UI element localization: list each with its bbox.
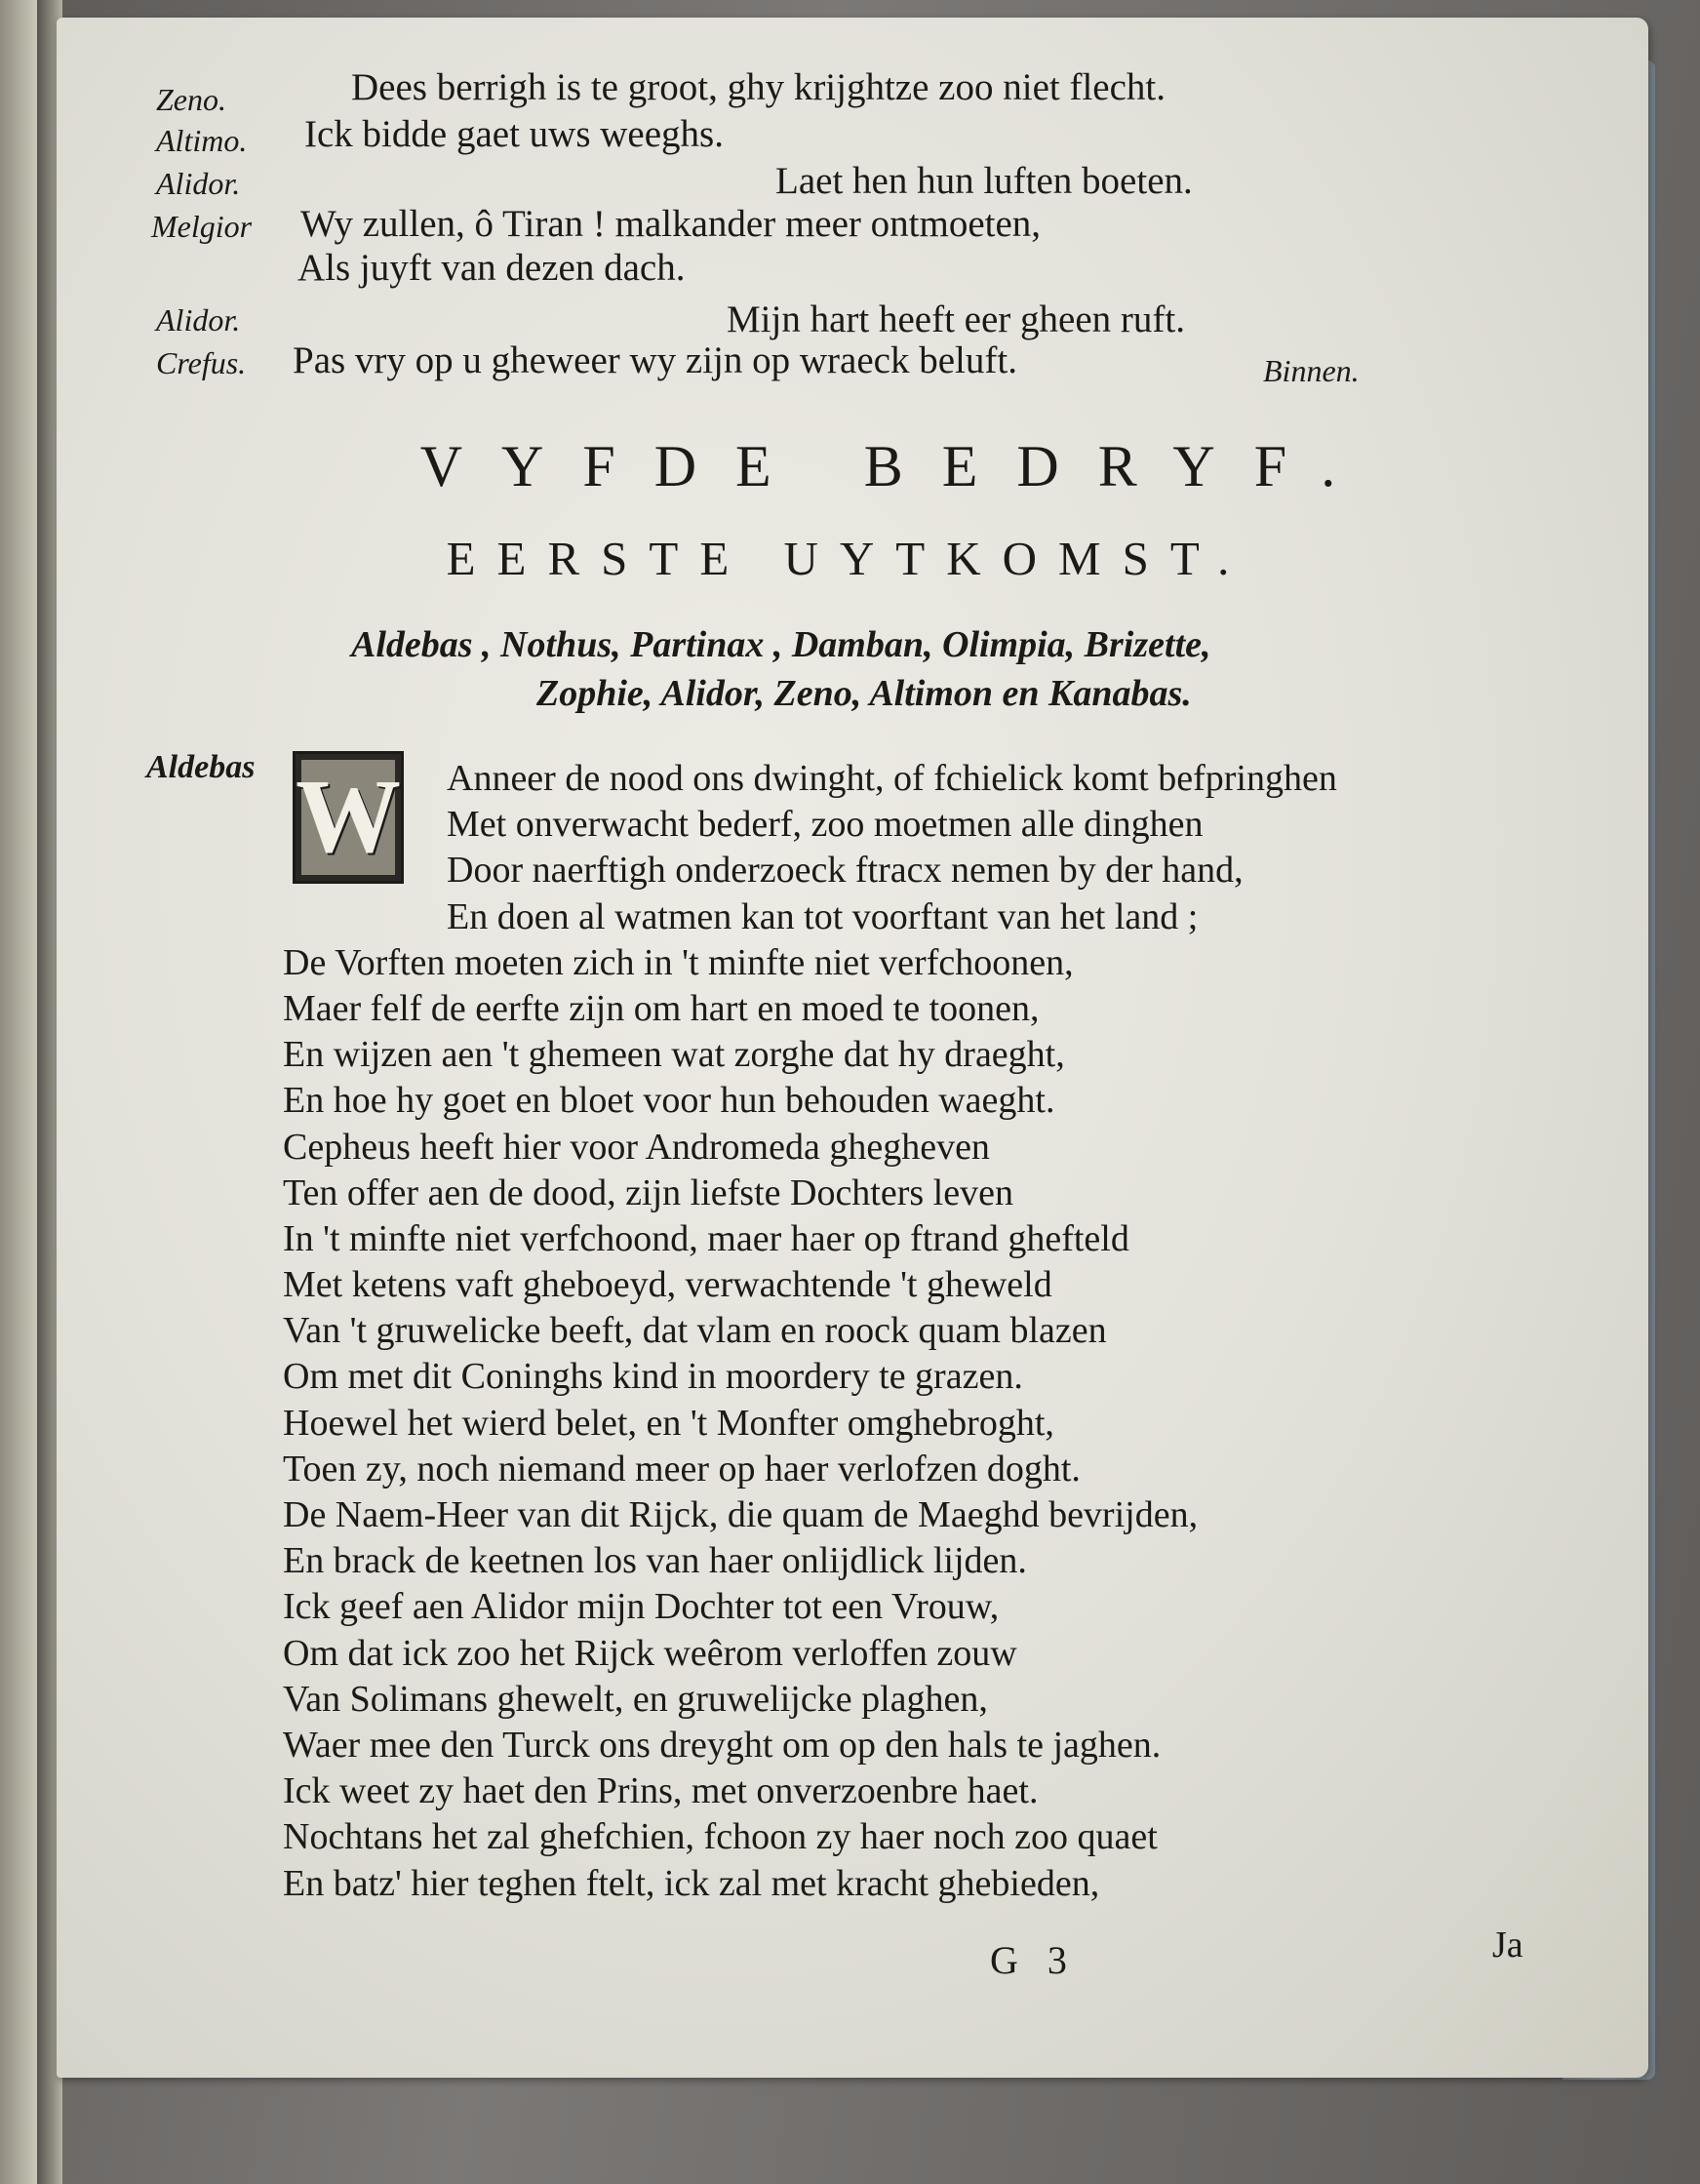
- cast-list-line: Aldebas , Nothus, Partinax , Damban, Olimpia, Brizette,: [351, 624, 1211, 665]
- act-title: VYFDE BEDRYF.: [419, 434, 1375, 498]
- cast-list-line: Zophie, Alidor, Zeno, Altimon en Kanabas.: [536, 673, 1192, 714]
- verse-line: De Vorften moeten zich in 't minfte niet verfchoonen,: [283, 941, 1074, 983]
- dialogue-line: Pas vry op u gheweer wy zijn op wraeck beluft.: [293, 339, 1017, 381]
- verse-line: Ick weet zy haet den Prins, met onverzoenbre haet.: [283, 1770, 1039, 1812]
- speaker-label: Melgior: [151, 209, 253, 244]
- verse-line: De Naem-Heer van dit Rijck, die quam de Maeghd bevrijden,: [283, 1494, 1199, 1535]
- speaker-label: Zeno.: [156, 82, 226, 117]
- dialogue-line: Wy zullen, ô Tiran ! malkander meer ontmoeten,: [300, 203, 1042, 245]
- verse-line: Waer mee den Turck ons dreyght om op den hals te jaghen.: [283, 1724, 1162, 1766]
- verse-line: En doen al watmen kan tot voorftant van het land ;: [447, 895, 1199, 937]
- stage-direction: Binnen.: [1263, 353, 1360, 388]
- verse-line: En brack de keetnen los van haer onlijdlick lijden.: [283, 1540, 1027, 1582]
- verse-line: Toen zy, noch niemand meer op haer verlofzen doght.: [283, 1448, 1081, 1489]
- verse-line: Om met dit Coninghs kind in moordery te grazen.: [283, 1356, 1023, 1398]
- verse-line: Anneer de nood ons dwinght, of fchielick komt befpringhen: [447, 758, 1337, 799]
- speaker-label: Altimo.: [156, 123, 248, 158]
- speaker-label: Alidor.: [156, 166, 241, 201]
- speaker-label: Crefus.: [156, 345, 247, 380]
- verse-line: Met ketens vaft gheboeyd, verwachtende 't gheweld: [283, 1264, 1052, 1306]
- verse-line: Van Solimans ghewelt, en gruwelijcke plaghen,: [283, 1678, 988, 1720]
- speaker-label: Aldebas: [146, 749, 256, 785]
- signature-mark: G 3: [990, 1938, 1077, 1982]
- verse-line: Nochtans het zal ghefchien, fchoon zy haer noch zoo quaet: [283, 1816, 1158, 1858]
- verse-line: Door naerftigh onderzoeck ftracx nemen by der hand,: [447, 850, 1244, 892]
- dialogue-line: Ick bidde gaet uws weeghs.: [304, 113, 724, 155]
- dialogue-line: Dees berrigh is te groot, ghy krijghtze zoo niet flecht.: [351, 66, 1166, 108]
- verse-line: En batz' hier teghen ftelt, ick zal met kracht ghebieden,: [283, 1862, 1100, 1904]
- verse-line: Ick geef aen Alidor mijn Dochter tot een Vrouw,: [283, 1586, 1000, 1628]
- dialogue-line: Mijn hart heeft eer gheen ruft.: [727, 298, 1185, 340]
- verse-line: Maer felf de eerfte zijn om hart en moed te toonen,: [283, 987, 1040, 1029]
- speaker-label: Alidor.: [156, 302, 241, 338]
- verse-line: Hoewel het wierd belet, en 't Monfter omghebroght,: [283, 1402, 1054, 1444]
- dialogue-line: Laet hen hun luften boeten.: [775, 160, 1193, 202]
- verse-line: Cepheus heeft hier voor Andromeda ghegheven: [283, 1126, 990, 1168]
- scene-title: EERSTE UYTKOMST.: [446, 532, 1251, 585]
- dialogue-line: Als juyft van dezen dach.: [297, 247, 686, 289]
- verse-line: En wijzen aen 't ghemeen wat zorghe dat hy draeght,: [283, 1034, 1065, 1076]
- verse-line: In 't minfte niet verfchoond, maer haer op ftrand ghefteld: [283, 1217, 1129, 1259]
- catchword: Ja: [1492, 1925, 1523, 1966]
- verse-line: Om dat ick zoo het Rijck weêrom verloffen zouw: [283, 1632, 1017, 1674]
- verse-line: Met onverwacht bederf, zoo moetmen alle dinghen: [447, 804, 1204, 846]
- speech-verse: [283, 756, 1551, 1907]
- verse-line: Van 't gruwelicke beeft, dat vlam en roock quam blazen: [283, 1310, 1107, 1352]
- drop-cap-letter: W: [296, 759, 401, 875]
- verse-line: Ten offer aen de dood, zijn liefste Dochters leven: [283, 1171, 1013, 1213]
- verse-line: En hoe hy goet en bloet voor hun behouden waeght.: [283, 1080, 1055, 1122]
